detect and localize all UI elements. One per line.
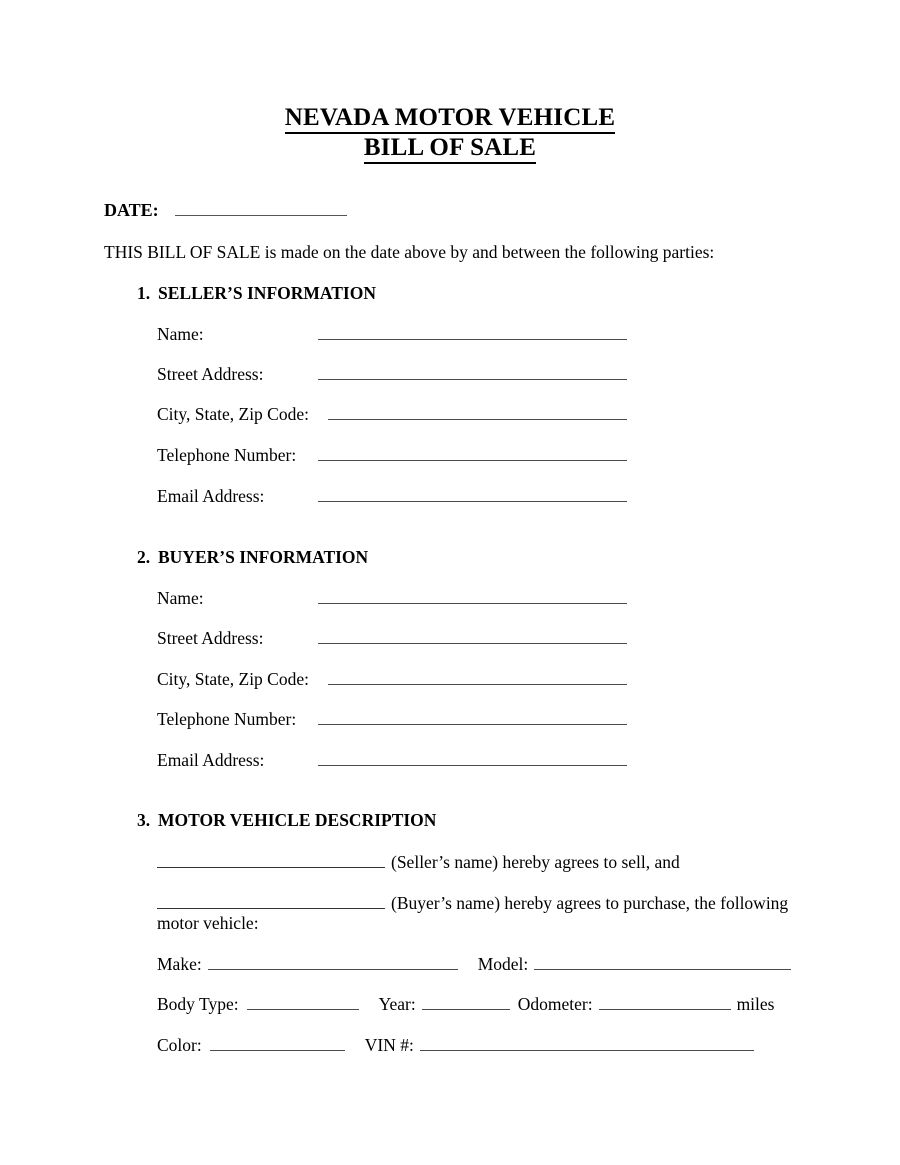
- buyer-street-label: Street Address:: [157, 628, 264, 648]
- buyer-clause-wrap-text: motor vehicle:: [157, 913, 259, 933]
- seller-clause-text: (Seller’s name) hereby agrees to sell, and: [391, 852, 680, 872]
- model-input[interactable]: [534, 955, 791, 970]
- seller-citystatezip-label: City, State, Zip Code:: [157, 404, 309, 424]
- buyer-telephone-row: [157, 709, 627, 730]
- make-input[interactable]: [208, 955, 458, 970]
- seller-telephone-row: [157, 445, 627, 466]
- document-title: [0, 103, 900, 163]
- seller-telephone-input[interactable]: [318, 446, 627, 461]
- year-label: Year:: [378, 994, 416, 1014]
- buyer-citystatezip-input[interactable]: [328, 670, 627, 685]
- model-label: Model:: [477, 954, 529, 974]
- date-label: DATE:: [104, 200, 159, 220]
- buyer-email-label: Email Address:: [157, 750, 265, 770]
- title-line-1-text: NEVADA MOTOR VEHICLE: [285, 104, 615, 134]
- section-title-1: SELLER’S INFORMATION: [158, 283, 376, 303]
- year-input[interactable]: [422, 995, 510, 1010]
- body-type-label: Body Type:: [157, 994, 239, 1014]
- bodytype-year-odometer-row: [157, 994, 774, 1015]
- seller-email-row: [157, 486, 627, 507]
- buyer-name-row: [157, 588, 627, 609]
- vin-input[interactable]: [420, 1036, 754, 1051]
- odometer-input[interactable]: [599, 995, 731, 1010]
- buyer-citystatezip-label: City, State, Zip Code:: [157, 669, 309, 689]
- buyer-citystatezip-row: [157, 669, 627, 690]
- section-title-3: MOTOR VEHICLE DESCRIPTION: [158, 810, 437, 830]
- seller-street-label: Street Address:: [157, 364, 264, 384]
- section-number-3: 3.: [137, 810, 151, 830]
- odometer-unit-label: miles: [736, 994, 775, 1014]
- seller-name-input[interactable]: [318, 325, 627, 340]
- buyer-name-input[interactable]: [318, 589, 627, 604]
- buyer-street-row: [157, 628, 627, 649]
- buyer-telephone-input[interactable]: [318, 710, 627, 725]
- seller-email-input[interactable]: [318, 487, 627, 502]
- seller-name-row: [157, 324, 627, 345]
- buyer-email-row: [157, 750, 627, 771]
- buyer-name-label: Name:: [157, 588, 204, 608]
- section-title-2: BUYER’S INFORMATION: [158, 547, 369, 567]
- date-input-blank[interactable]: [175, 200, 347, 216]
- seller-citystatezip-row: [157, 404, 627, 425]
- make-label: Make:: [157, 954, 202, 974]
- odometer-label: Odometer:: [517, 994, 593, 1014]
- section-number-1: 1.: [137, 283, 151, 303]
- title-line-2-text: BILL OF SALE: [364, 134, 536, 164]
- buyer-street-input[interactable]: [318, 629, 627, 644]
- buyer-telephone-label: Telephone Number:: [157, 709, 297, 729]
- seller-street-input[interactable]: [318, 365, 627, 380]
- date-row: [104, 200, 347, 221]
- section-number-2: 2.: [137, 547, 151, 567]
- section-heading-buyer: [137, 547, 368, 568]
- title-line-2: [0, 133, 900, 163]
- seller-telephone-label: Telephone Number:: [157, 445, 297, 465]
- vin-label: VIN #:: [364, 1035, 414, 1055]
- make-model-row: [157, 954, 791, 975]
- seller-name-clause-input[interactable]: [157, 853, 385, 868]
- section-heading-seller: [137, 283, 376, 304]
- seller-citystatezip-input[interactable]: [328, 405, 627, 420]
- buyer-clause-text: (Buyer’s name) hereby agrees to purchase, the following: [391, 893, 789, 913]
- body-type-input[interactable]: [247, 995, 359, 1010]
- color-label: Color:: [157, 1035, 202, 1055]
- seller-clause-row: [157, 852, 680, 873]
- title-line-1: [0, 103, 900, 133]
- seller-name-label: Name:: [157, 324, 204, 344]
- buyer-clause-row: [157, 893, 788, 914]
- seller-email-label: Email Address:: [157, 486, 265, 506]
- section-heading-vehicle: [137, 810, 436, 831]
- buyer-name-clause-input[interactable]: [157, 894, 385, 909]
- color-vin-row: [157, 1035, 754, 1056]
- intro-paragraph: THIS BILL OF SALE is made on the date above by and between the following parties:: [104, 242, 715, 262]
- buyer-email-input[interactable]: [318, 751, 627, 766]
- color-input[interactable]: [210, 1036, 345, 1051]
- seller-street-row: [157, 364, 627, 385]
